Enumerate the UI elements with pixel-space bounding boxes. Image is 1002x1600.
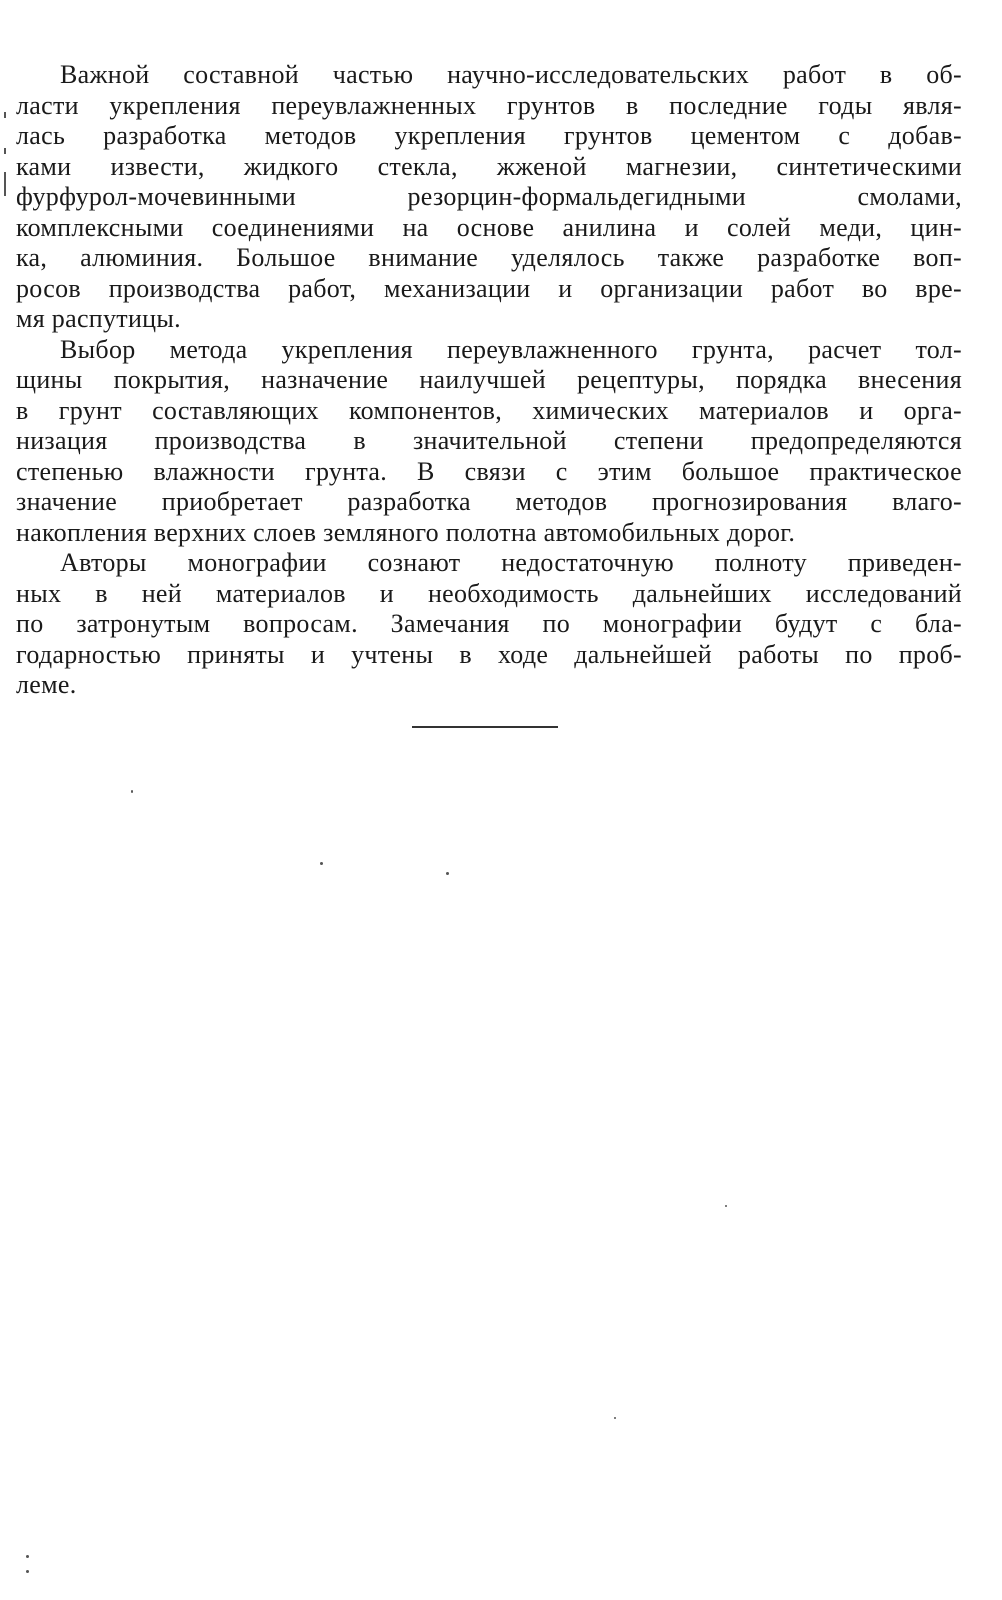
- paragraph-2: [16, 335, 962, 549]
- text-line: ласти укрепления переувлажненных грунтов в последние годы явля-: [16, 90, 962, 120]
- text-line: Авторы монографии сознают недостаточную полноту приведен-: [60, 548, 962, 577]
- text-line: по затронутым вопросам. Замечания по монографии будут с бла-: [16, 609, 962, 638]
- text-line: годарностью приняты и учтены в ходе дальнейшей работы по проб-: [16, 639, 962, 669]
- text-line: ных в ней материалов и необходимость дальнейших исследований: [16, 578, 962, 608]
- scan-speck: [614, 1417, 616, 1419]
- scan-speck: [446, 872, 449, 875]
- text-line: низация производства в значительной степени предопределяются: [16, 426, 962, 455]
- scan-speck: [131, 790, 133, 793]
- text-line: ка, алюминия. Большое внимание уделялось также разработке воп-: [16, 243, 962, 272]
- scan-speck: [26, 1570, 29, 1573]
- text-line: значение приобретает разработка методов прогнозирования влаго-: [16, 487, 962, 516]
- scan-edge-mark: [4, 112, 6, 118]
- text-line: ками извести, жидкого стекла, жженой магнезии, синтетическими: [16, 151, 962, 181]
- end-separator-rule: [412, 726, 558, 728]
- text-line: Важной составной частью научно-исследовательских работ в об-: [60, 60, 962, 89]
- text-line: накопления верхних слоев земляного полотна автомобильных дорог.: [16, 517, 796, 547]
- text-line: мя распутицы.: [16, 304, 181, 333]
- scan-speck: [725, 1205, 727, 1207]
- scan-speck: [320, 862, 323, 865]
- paragraph-3: [16, 548, 962, 701]
- paragraph-1: [16, 60, 962, 335]
- scan-edge-mark: [4, 172, 6, 196]
- text-line: щины покрытия, назначение наилучшей рецептуры, порядка внесения: [16, 365, 962, 394]
- text-line: степенью влажности грунта. В связи с этим большое практическое: [16, 456, 962, 486]
- text-line: росов производства работ, механизации и организации работ во вре-: [16, 273, 962, 303]
- text-line: фурфурол-мочевинными резорцин-формальдегидными смолами,: [16, 182, 962, 211]
- text-line: комплексными соединениями на основе анилина и солей меди, цин-: [16, 212, 962, 242]
- text-line: лась разработка методов укрепления грунтов цементом с добав-: [16, 121, 962, 150]
- text-line: в грунт составляющих компонентов, химических материалов и орга-: [16, 395, 962, 425]
- text-line: леме.: [16, 670, 77, 699]
- scan-speck: [26, 1555, 29, 1558]
- scan-edge-mark: [4, 148, 6, 154]
- text-line: Выбор метода укрепления переувлажненного грунта, расчет тол-: [60, 334, 962, 364]
- body-text: [16, 60, 962, 701]
